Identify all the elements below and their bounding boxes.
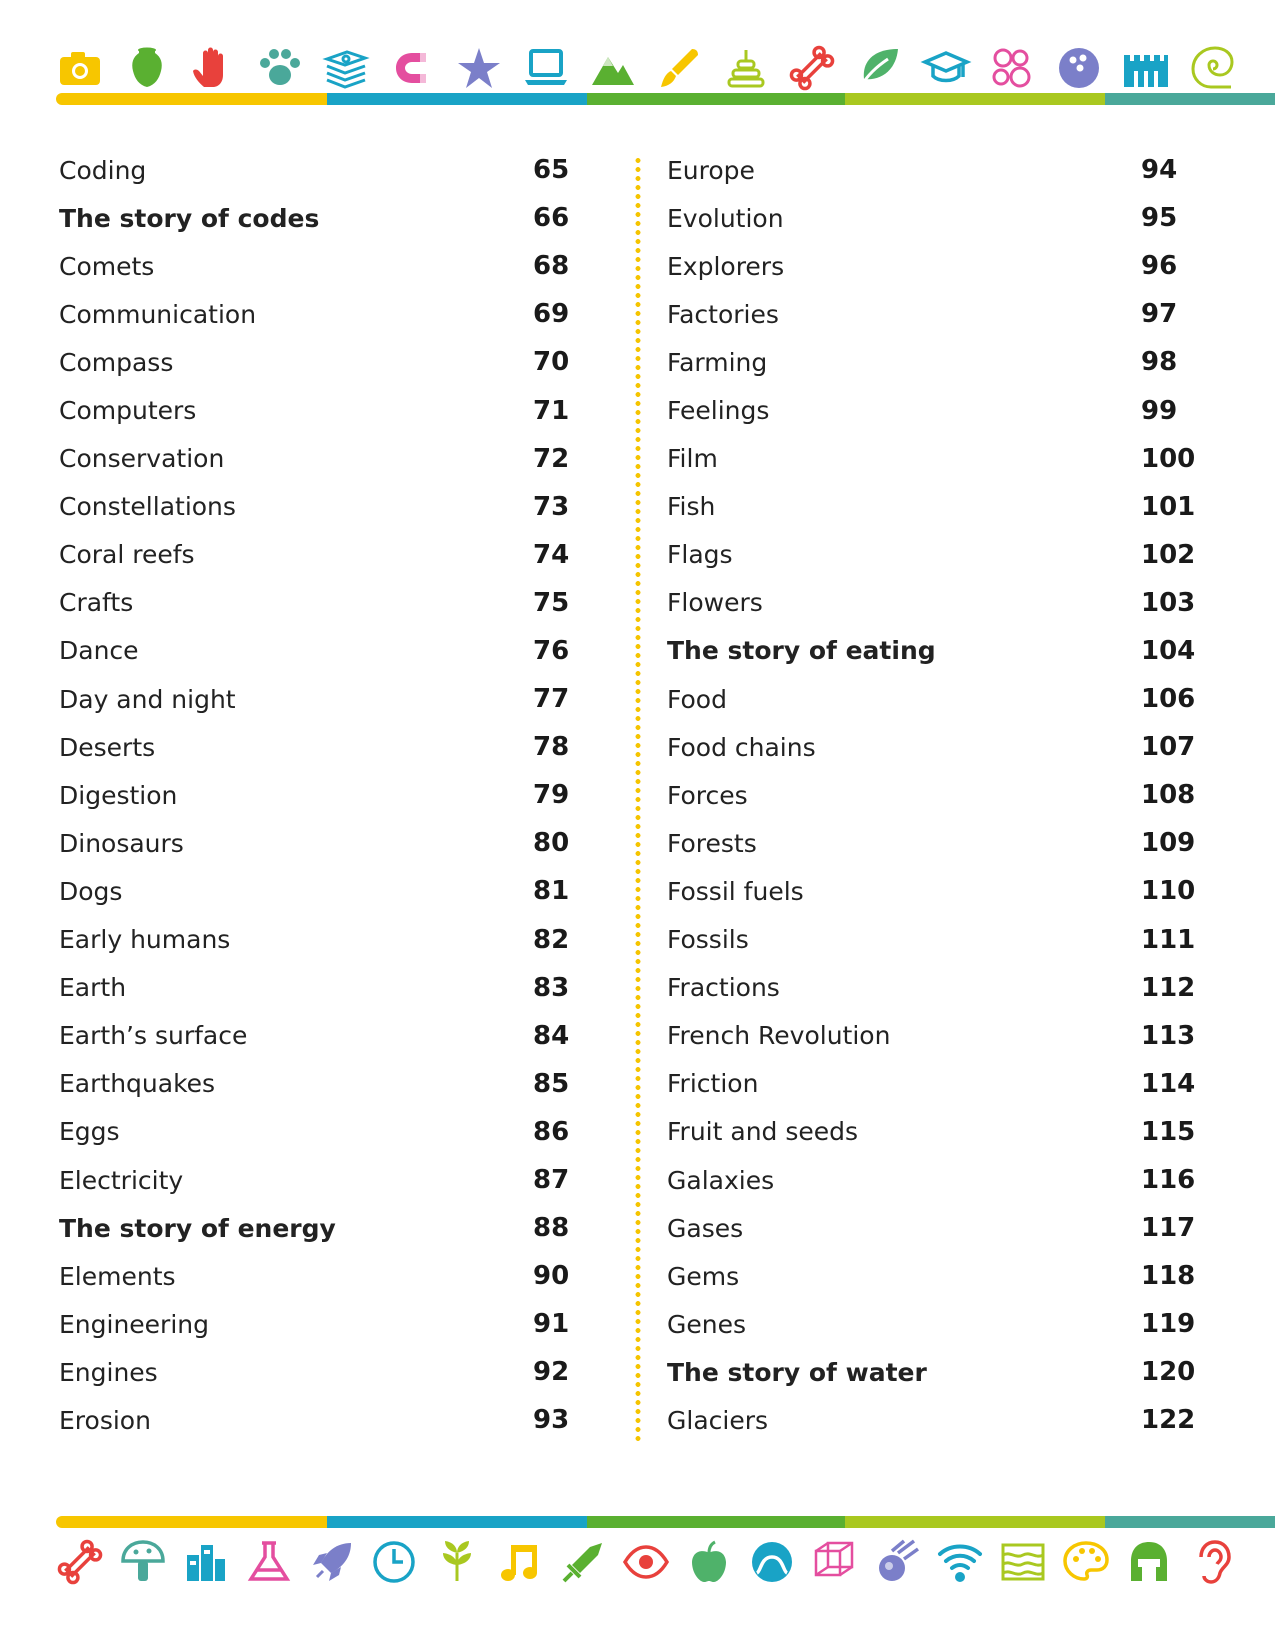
index-entry <box>667 627 1207 675</box>
index-entry-page-number: 99 <box>1141 395 1178 426</box>
mushroom-icon <box>119 1537 167 1587</box>
index-entry <box>667 1060 1207 1108</box>
index-entry-page-number: 68 <box>533 251 570 282</box>
index-entry-page-number: 122 <box>1141 1405 1196 1436</box>
index-entry <box>59 675 599 723</box>
index-entry <box>59 964 599 1012</box>
graduation-cap-icon <box>922 43 970 93</box>
index-entry <box>667 916 1207 964</box>
index-entry-title: Flowers <box>667 588 763 618</box>
wave-icon <box>748 1537 796 1587</box>
index-entry <box>59 627 599 675</box>
index-entry-title: Erosion <box>59 1405 151 1435</box>
index-entry-title: French Revolution <box>667 1021 891 1051</box>
index-entry-page-number: 76 <box>533 635 570 666</box>
index-entry-title: Fractions <box>667 973 780 1003</box>
index-entry-title: Crafts <box>59 588 134 618</box>
index-entry-title: Elements <box>59 1261 176 1291</box>
index-entry-title: Electricity <box>59 1165 184 1195</box>
index-column-left <box>59 146 599 1445</box>
index-entry <box>59 1108 599 1156</box>
plant-icon <box>433 1537 481 1587</box>
index-entry-page-number: 102 <box>1141 539 1196 570</box>
index-entry-title: Food chains <box>667 732 816 762</box>
index-entry <box>59 483 599 531</box>
index-entry <box>667 242 1207 290</box>
index-entry <box>667 194 1207 242</box>
index-entry-title: Gases <box>667 1213 744 1243</box>
index-entry-page-number: 115 <box>1141 1116 1196 1147</box>
index-entry-page-number: 73 <box>533 491 570 522</box>
index-entry <box>59 1204 599 1252</box>
index-column-right <box>667 146 1207 1445</box>
index-entry-page-number: 69 <box>533 299 570 330</box>
index-entry-page-number: 87 <box>533 1165 570 1196</box>
index-entry-page-number: 70 <box>533 347 570 378</box>
index-entry <box>667 531 1207 579</box>
index-entry-page-number: 75 <box>533 587 570 618</box>
index-entry <box>59 579 599 627</box>
castle-wall-icon <box>1121 43 1169 93</box>
index-entry-title: Dance <box>59 636 139 666</box>
index-entry-page-number: 116 <box>1141 1165 1196 1196</box>
index-entry-title: Friction <box>667 1069 759 1099</box>
index-entry-page-number: 84 <box>533 1020 570 1051</box>
index-entry <box>59 194 599 242</box>
index-entry <box>667 1396 1207 1444</box>
clock-icon <box>370 1537 418 1587</box>
index-entry <box>667 338 1207 386</box>
index-entry-page-number: 65 <box>533 155 570 186</box>
index-entry-page-number: 100 <box>1141 443 1196 474</box>
index-entry-page-number: 112 <box>1141 972 1196 1003</box>
index-entry-title: The story of water <box>667 1357 927 1387</box>
camera-icon <box>56 43 104 93</box>
index-entry <box>59 435 599 483</box>
index-entry-page-number: 120 <box>1141 1357 1196 1388</box>
index-entry-page-number: 119 <box>1141 1309 1196 1340</box>
index-entry <box>59 867 599 915</box>
molecule-icon <box>988 43 1036 93</box>
paw-icon <box>256 43 304 93</box>
index-entry <box>667 483 1207 531</box>
index-entry <box>59 723 599 771</box>
index-entry <box>667 675 1207 723</box>
index-entry-page-number: 93 <box>533 1405 570 1436</box>
index-entry-title: Digestion <box>59 780 178 810</box>
buildings-icon <box>182 1537 230 1587</box>
index-entry-title: The story of energy <box>59 1213 336 1243</box>
magnet-icon <box>389 43 437 93</box>
index-entry-page-number: 77 <box>533 684 570 715</box>
eye-icon <box>622 1537 670 1587</box>
index-entry <box>667 771 1207 819</box>
index-entry-page-number: 90 <box>533 1261 570 1292</box>
stacking-rings-icon <box>722 43 770 93</box>
palette-icon <box>1062 1537 1110 1587</box>
index-entry-title: Gems <box>667 1261 740 1291</box>
index-entry-page-number: 109 <box>1141 828 1196 859</box>
index-entry-title: Coral reefs <box>59 540 195 570</box>
index-entry <box>667 1156 1207 1204</box>
index-entry <box>59 916 599 964</box>
index-entry-title: Food <box>667 684 727 714</box>
index-entry-page-number: 74 <box>533 539 570 570</box>
index-entry <box>59 338 599 386</box>
index-entry-page-number: 94 <box>1141 155 1178 186</box>
index-entry-title: Fish <box>667 492 716 522</box>
index-entry-title: Galaxies <box>667 1165 775 1195</box>
index-entry <box>59 771 599 819</box>
index-entry-title: Explorers <box>667 251 785 281</box>
index-entry <box>59 386 599 434</box>
index-entry-page-number: 82 <box>533 924 570 955</box>
index-entry-page-number: 96 <box>1141 251 1178 282</box>
ammonite-icon <box>1188 43 1236 93</box>
index-entry-title: Engineering <box>59 1309 209 1339</box>
index-entry-title: The story of eating <box>667 636 936 666</box>
index-entry-page-number: 95 <box>1141 203 1178 234</box>
mountains-icon <box>589 43 637 93</box>
index-entry <box>59 1348 599 1396</box>
index-entry <box>59 1252 599 1300</box>
index-entry <box>59 1396 599 1444</box>
index-entry-title: Forces <box>667 780 748 810</box>
index-entry-title: Glaciers <box>667 1405 769 1435</box>
index-entry <box>667 386 1207 434</box>
index-entry-title: Day and night <box>59 684 236 714</box>
music-note-icon <box>496 1537 544 1587</box>
index-entry <box>59 290 599 338</box>
index-entry <box>667 723 1207 771</box>
index-entry-title: Conservation <box>59 444 225 474</box>
index-entry <box>667 146 1207 194</box>
money-icon <box>322 43 370 93</box>
index-entry-page-number: 92 <box>533 1357 570 1388</box>
paintbrush-icon <box>655 43 703 93</box>
index-entry-page-number: 91 <box>533 1309 570 1340</box>
index-entry-title: Farming <box>667 347 768 377</box>
index-entry <box>59 819 599 867</box>
index-entry <box>667 819 1207 867</box>
index-entry-title: Earth’s surface <box>59 1021 248 1051</box>
index-entry-page-number: 79 <box>533 780 570 811</box>
ear-icon <box>1188 1537 1236 1587</box>
footer-icon-row <box>56 1532 1236 1592</box>
index-entry-title: Engines <box>59 1357 158 1387</box>
index-entry-page-number: 71 <box>533 395 570 426</box>
index-entry-title: Eggs <box>59 1117 120 1147</box>
index-entry-page-number: 103 <box>1141 587 1196 618</box>
laptop-icon <box>522 43 570 93</box>
index-entry-title: Genes <box>667 1309 747 1339</box>
index-entry <box>59 531 599 579</box>
index-entry <box>667 1252 1207 1300</box>
index-entry-title: Europe <box>667 155 755 185</box>
index-entry-page-number: 106 <box>1141 684 1196 715</box>
index-entry-page-number: 110 <box>1141 876 1196 907</box>
index-entry-title: Fossil fuels <box>667 876 804 906</box>
index-entry <box>667 867 1207 915</box>
index-entry <box>667 1108 1207 1156</box>
index-entry-page-number: 104 <box>1141 635 1196 666</box>
index-entry-page-number: 111 <box>1141 924 1196 955</box>
index-entry-page-number: 80 <box>533 828 570 859</box>
index-entry <box>667 1348 1207 1396</box>
index-entry-title: Dogs <box>59 876 123 906</box>
index-entry-page-number: 101 <box>1141 491 1196 522</box>
index-entry-page-number: 81 <box>533 876 570 907</box>
index-entry-title: Compass <box>59 347 174 377</box>
index-entry-title: Comets <box>59 251 155 281</box>
rocket-icon <box>308 1537 356 1587</box>
header-icon-row <box>56 38 1236 98</box>
index-entry <box>667 290 1207 338</box>
index-entry-page-number: 98 <box>1141 347 1178 378</box>
index-entry-page-number: 85 <box>533 1068 570 1099</box>
flask-icon <box>245 1537 293 1587</box>
index-entry-page-number: 107 <box>1141 732 1196 763</box>
index-entry <box>59 1156 599 1204</box>
water-icon <box>999 1537 1047 1587</box>
index-entry-title: Computers <box>59 396 197 426</box>
index-entry-page-number: 117 <box>1141 1213 1196 1244</box>
index-entry-page-number: 113 <box>1141 1020 1196 1051</box>
index-entry-title: Early humans <box>59 925 231 955</box>
helmet-icon <box>1125 1537 1173 1587</box>
index-entry-page-number: 118 <box>1141 1261 1196 1292</box>
index-entry-title: Coding <box>59 155 147 185</box>
cube-icon <box>811 1537 859 1587</box>
index-entry <box>667 579 1207 627</box>
index-entry <box>59 1060 599 1108</box>
index-entry <box>667 1012 1207 1060</box>
index-entry-title: Fruit and seeds <box>667 1117 859 1147</box>
index-entry-title: Constellations <box>59 492 236 522</box>
index-entry-page-number: 86 <box>533 1116 570 1147</box>
index-entry-page-number: 83 <box>533 972 570 1003</box>
index-entry-page-number: 78 <box>533 732 570 763</box>
index-entry-page-number: 72 <box>533 443 570 474</box>
index-entry <box>667 1204 1207 1252</box>
apple-icon <box>685 1537 733 1587</box>
index-entry-title: Earthquakes <box>59 1069 216 1099</box>
index-entry-title: Flags <box>667 540 733 570</box>
index-entry-page-number: 66 <box>533 203 570 234</box>
index-entry-title: Forests <box>667 828 757 858</box>
index-entry <box>59 1012 599 1060</box>
vase-icon <box>123 43 171 93</box>
leaf-icon <box>855 43 903 93</box>
bone-icon <box>56 1537 104 1587</box>
index-entry-page-number: 108 <box>1141 780 1196 811</box>
index-entry <box>59 1300 599 1348</box>
index-entry-title: Film <box>667 444 718 474</box>
index-entry <box>667 964 1207 1012</box>
index-entry-title: Dinosaurs <box>59 828 184 858</box>
index-entry <box>667 1300 1207 1348</box>
index-entry-page-number: 88 <box>533 1213 570 1244</box>
hand-icon <box>189 43 237 93</box>
index-entry-title: Factories <box>667 299 779 329</box>
footer-color-bar <box>56 1516 1275 1528</box>
index-entry-page-number: 97 <box>1141 299 1178 330</box>
index-entry-title: Earth <box>59 973 127 1003</box>
sword-icon <box>559 1537 607 1587</box>
index-entry-title: Evolution <box>667 203 784 233</box>
comet-icon <box>873 1537 921 1587</box>
index-entry <box>667 435 1207 483</box>
bowling-ball-icon <box>1055 43 1103 93</box>
column-divider <box>635 156 641 1442</box>
index-entry <box>59 242 599 290</box>
bone-icon <box>788 43 836 93</box>
wifi-icon <box>936 1537 984 1587</box>
index-entry-title: Communication <box>59 299 257 329</box>
index-entry-title: The story of codes <box>59 203 320 233</box>
index-entry-title: Feelings <box>667 396 770 426</box>
header-color-bar <box>56 93 1275 105</box>
index-entry-title: Deserts <box>59 732 156 762</box>
index-entry <box>59 146 599 194</box>
index-entry-title: Fossils <box>667 925 749 955</box>
index-entry-page-number: 114 <box>1141 1068 1196 1099</box>
star-icon <box>455 43 503 93</box>
